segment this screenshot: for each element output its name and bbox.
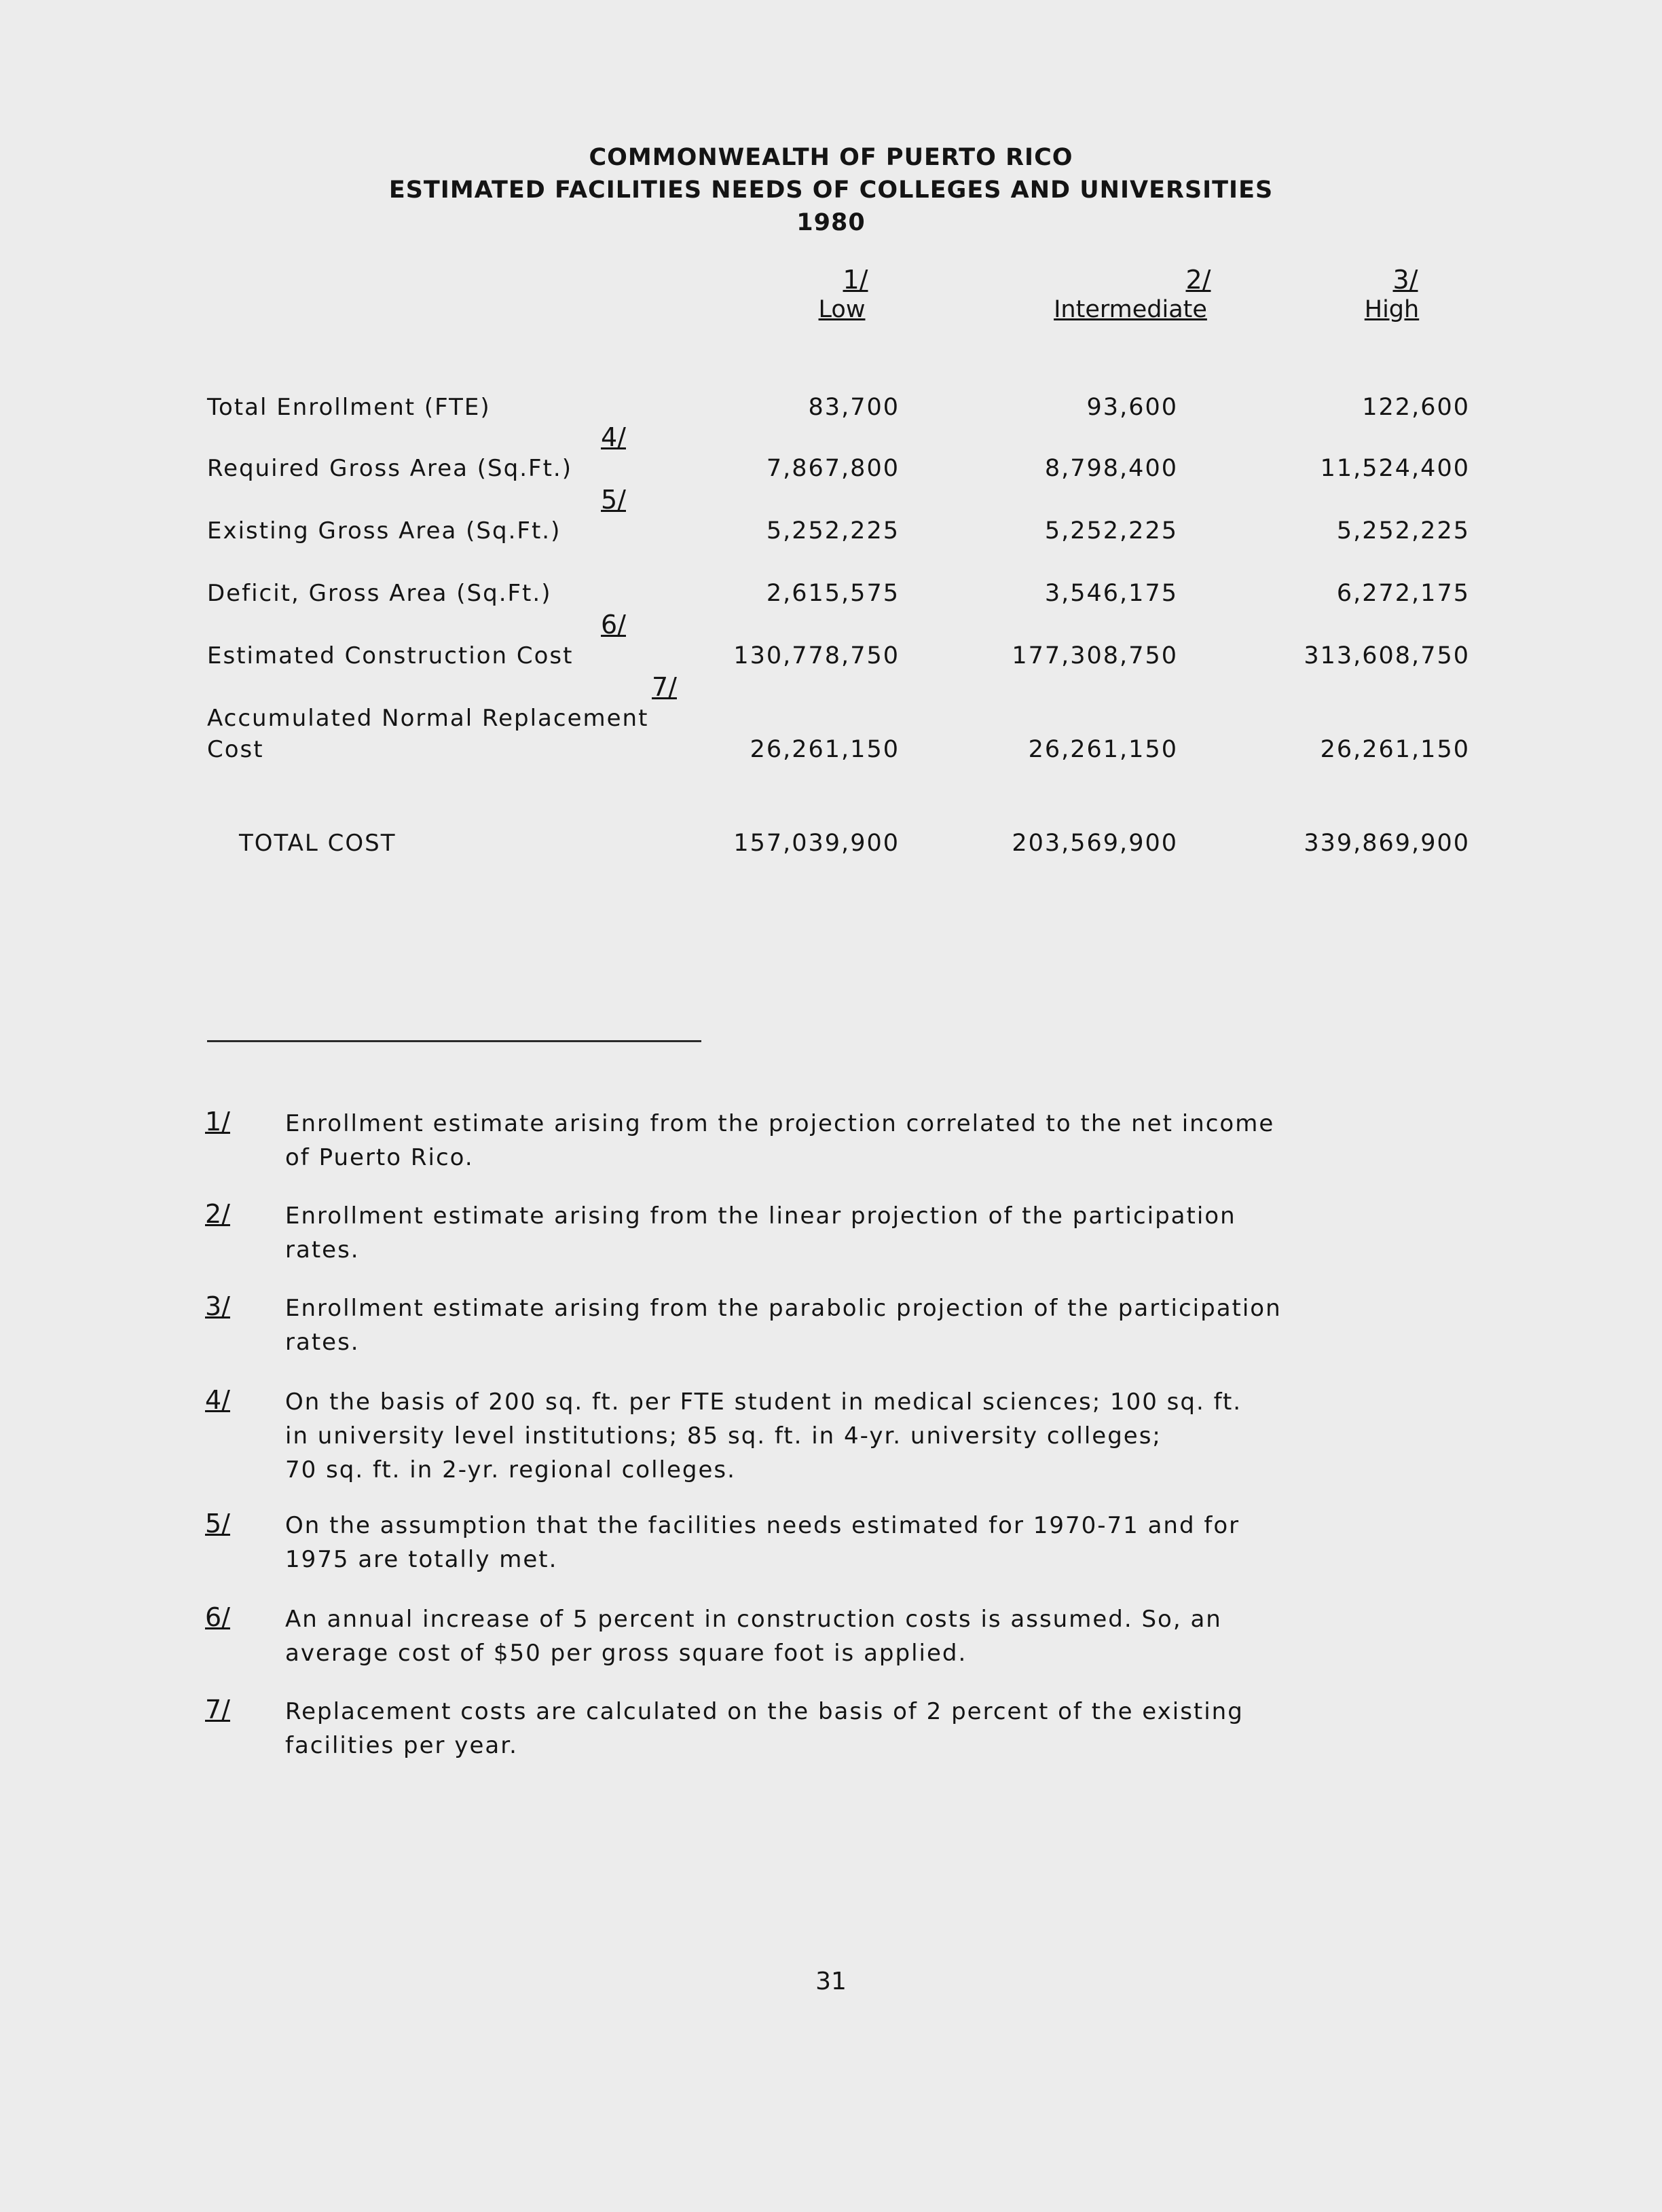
total-value: 203,569,900	[1012, 830, 1178, 857]
cell-value: 2,615,575	[766, 580, 900, 607]
column-header-intermediate	[1032, 265, 1229, 323]
footnote-text	[285, 1509, 1480, 1577]
footnote-mark: 7/	[205, 1695, 230, 1725]
row-label-line-1: Accumulated Normal Replacement	[207, 705, 649, 732]
footnote-text	[285, 1291, 1480, 1359]
row-label: Deficit, Gross Area (Sq.Ft.)	[207, 580, 552, 607]
footnote-divider	[207, 1040, 701, 1042]
footnote-line: of Puerto Rico.	[285, 1144, 474, 1171]
title-line-2: ESTIMATED FACILITIES NEEDS OF COLLEGES AND UNIVERSITIES	[388, 177, 1274, 204]
footnote-mark: 2/	[205, 1199, 230, 1229]
row-label: Existing Gross Area (Sq.Ft.)	[207, 517, 561, 545]
footnote-mark: 6/	[205, 1602, 230, 1632]
total-label: TOTAL COST	[239, 830, 396, 857]
footnote-text	[285, 1199, 1480, 1267]
footnote-text	[285, 1107, 1480, 1175]
row-label-line-2: Cost	[207, 736, 264, 763]
column-header-high	[1348, 265, 1436, 323]
cell-value: 11,524,400	[1320, 455, 1470, 482]
row-label: Required Gross Area (Sq.Ft.)	[207, 455, 572, 482]
cell-value: 122,600	[1362, 394, 1470, 421]
footnote-line: facilities per year.	[285, 1732, 518, 1759]
footnote-line: 1975 are totally met.	[285, 1546, 558, 1573]
title-line-1: COMMONWEALTH OF PUERTO RICO	[589, 144, 1073, 171]
cell-value: 26,261,150	[1320, 736, 1470, 763]
footnote-line: 70 sq. ft. in 2-yr. regional colleges.	[285, 1456, 736, 1483]
column-header-low	[788, 265, 896, 323]
cell-value: 177,308,750	[1012, 642, 1178, 669]
total-value: 157,039,900	[733, 830, 900, 857]
cell-value: 5,252,225	[1044, 517, 1178, 545]
title-year: 1980	[796, 209, 866, 236]
footnote-text	[285, 1602, 1480, 1670]
cell-value: 130,778,750	[733, 642, 900, 669]
footnote-mark: 5/	[205, 1509, 230, 1538]
row-footnote: 7/	[652, 672, 677, 702]
total-value: 339,869,900	[1304, 830, 1470, 857]
footnote-mark: 1/	[205, 1107, 230, 1137]
footnote-mark: 4/	[205, 1385, 230, 1415]
footnote-line: in university level institutions; 85 sq. ft. in 4-yr. university colleges;	[285, 1422, 1162, 1450]
footnote-text	[285, 1385, 1480, 1487]
row-footnote: 4/	[601, 422, 626, 452]
page-number: 31	[815, 1968, 847, 1995]
footnote-line: On the basis of 200 sq. ft. per FTE student in medical sciences; 100 sq. ft.	[285, 1388, 1242, 1416]
column-footnote: 3/	[1392, 265, 1418, 295]
row-label: Total Enrollment (FTE)	[207, 394, 491, 421]
cell-value: 83,700	[808, 394, 900, 421]
cell-value: 8,798,400	[1044, 455, 1178, 482]
row-footnote: 6/	[601, 610, 626, 640]
cell-value: 93,600	[1086, 394, 1178, 421]
row-footnote: 5/	[601, 485, 626, 515]
cell-value: 26,261,150	[750, 736, 900, 763]
footnote-line: rates.	[285, 1329, 360, 1356]
cell-value: 5,252,225	[766, 517, 900, 545]
footnote-mark: 3/	[205, 1291, 230, 1321]
footnote-line: An annual increase of 5 percent in construction costs is assumed. So, an	[285, 1606, 1222, 1633]
column-label: Low	[818, 296, 866, 323]
footnote-line: Replacement costs are calculated on the basis of 2 percent of the existing	[285, 1698, 1244, 1725]
column-label: High	[1364, 296, 1420, 323]
column-footnote: 1/	[843, 265, 868, 295]
footnote-line: On the assumption that the facilities needs estimated for 1970-71 and for	[285, 1512, 1240, 1539]
cell-value: 313,608,750	[1304, 642, 1470, 669]
footnote-line: rates.	[285, 1236, 360, 1264]
cell-value: 7,867,800	[766, 455, 900, 482]
footnote-line: average cost of $50 per gross square foot is applied.	[285, 1640, 967, 1667]
column-label: Intermediate	[1054, 296, 1207, 323]
title-block	[0, 141, 1662, 239]
footnote-line: Enrollment estimate arising from the projection correlated to the net income	[285, 1110, 1275, 1137]
footnote-line: Enrollment estimate arising from the parabolic projection of the participation	[285, 1295, 1282, 1322]
cell-value: 26,261,150	[1028, 736, 1178, 763]
footnote-line: Enrollment estimate arising from the linear projection of the participation	[285, 1202, 1236, 1230]
row-label: Estimated Construction Cost	[207, 642, 574, 669]
cell-value: 3,546,175	[1044, 580, 1178, 607]
cell-value: 5,252,225	[1336, 517, 1470, 545]
footnote-text	[285, 1695, 1480, 1763]
cell-value: 6,272,175	[1336, 580, 1470, 607]
column-footnote: 2/	[1185, 265, 1211, 295]
